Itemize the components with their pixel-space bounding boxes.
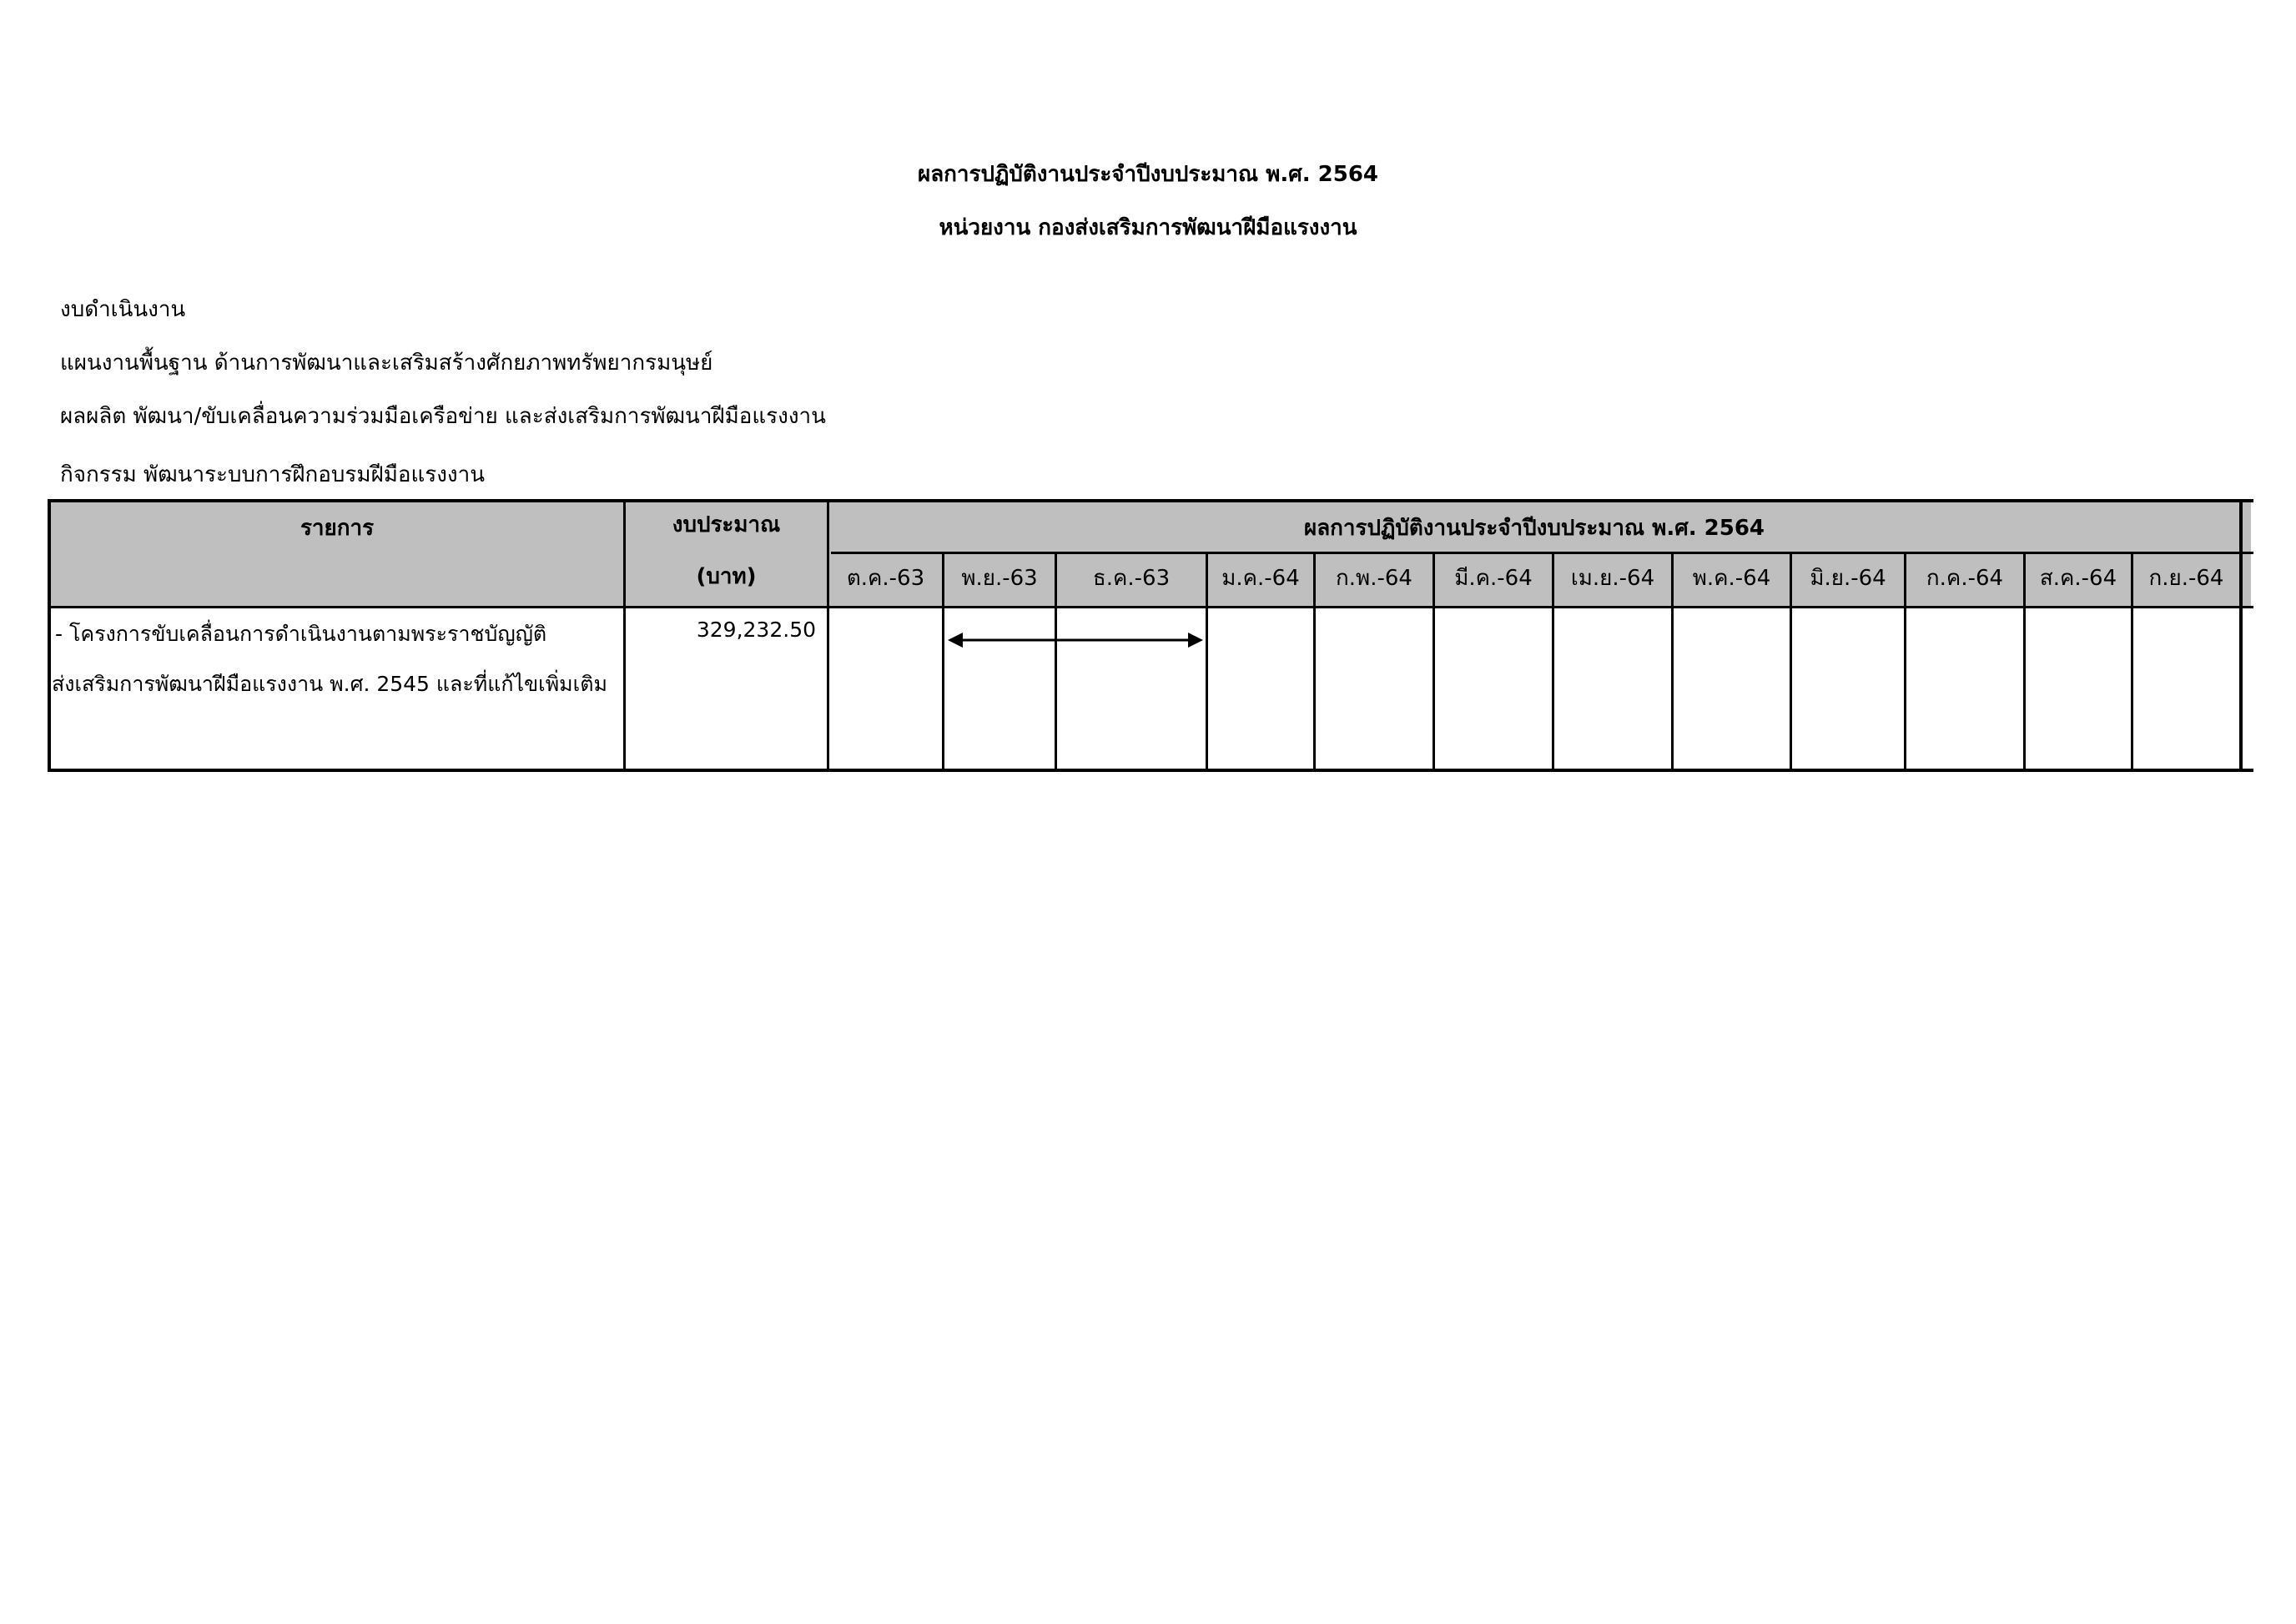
report-title: ผลการปฏิบัติงานประจำปีงบประมาณ พ.ศ. 2564 bbox=[917, 162, 1379, 187]
table-border-top bbox=[48, 499, 2253, 502]
header-item: รายการ bbox=[300, 516, 375, 541]
month-header: พ.ย.-63 bbox=[961, 566, 1038, 591]
month-header: ก.ย.-64 bbox=[2148, 566, 2224, 591]
month-header: ต.ค.-63 bbox=[846, 566, 925, 591]
budget-value: 329,232.50 bbox=[696, 618, 816, 642]
month-header: ส.ค.-64 bbox=[2039, 566, 2117, 591]
month-header: พ.ค.-64 bbox=[1692, 566, 1771, 591]
header-bottom-border bbox=[48, 606, 2253, 608]
table-border-bottom bbox=[48, 769, 2253, 772]
month-header: ม.ค.-64 bbox=[1221, 566, 1300, 591]
plan-label: แผนงานพื้นฐาน ด้านการพัฒนาและเสริมสร้างศักยภาพทรัพยากรมนุษย์ bbox=[60, 351, 713, 376]
arrow-head-right bbox=[1188, 633, 1203, 648]
header-divider bbox=[831, 552, 2253, 554]
activity-label: กิจกรรม พัฒนาระบบการฝึกอบรมฝีมือแรงงาน bbox=[60, 462, 485, 487]
item-name-line2: ส่งเสริมการพัฒนาฝีมือแรงงาน พ.ศ. 2545 และที่แก้ไขเพิ่มเติม bbox=[52, 672, 607, 696]
department-title: หน่วยงาน กองส่งเสริมการพัฒนาฝีมือแรงงาน bbox=[939, 215, 1357, 240]
header-result: ผลการปฏิบัติงานประจำปีงบประมาณ พ.ศ. 2564 bbox=[1303, 516, 1765, 541]
month-header: มิ.ย.-64 bbox=[1810, 566, 1886, 591]
month-header: ก.ค.-64 bbox=[1926, 566, 2004, 591]
item-name-line1: - โครงการขับเคลื่อนการดำเนินงานตามพระราชบัญญัติ bbox=[55, 622, 547, 646]
output-label: ผลผลิต พัฒนา/ขับเคลื่อนความร่วมมือเครือข่าย และส่งเสริมการพัฒนาฝีมือแรงงาน bbox=[60, 404, 826, 429]
budget-type: งบดำเนินงาน bbox=[60, 297, 186, 322]
month-header: เม.ย.-64 bbox=[1570, 566, 1655, 591]
month-header: ธ.ค.-63 bbox=[1092, 566, 1171, 591]
month-header: มี.ค.-64 bbox=[1454, 566, 1533, 591]
month-header: ก.พ.-64 bbox=[1336, 566, 1412, 591]
header-budget-unit: (บาท) bbox=[696, 564, 757, 589]
header-budget: งบประมาณ bbox=[672, 512, 781, 537]
arrow-head-left bbox=[948, 633, 963, 648]
period-arrow bbox=[946, 628, 1205, 653]
table-border-right bbox=[2239, 499, 2243, 772]
